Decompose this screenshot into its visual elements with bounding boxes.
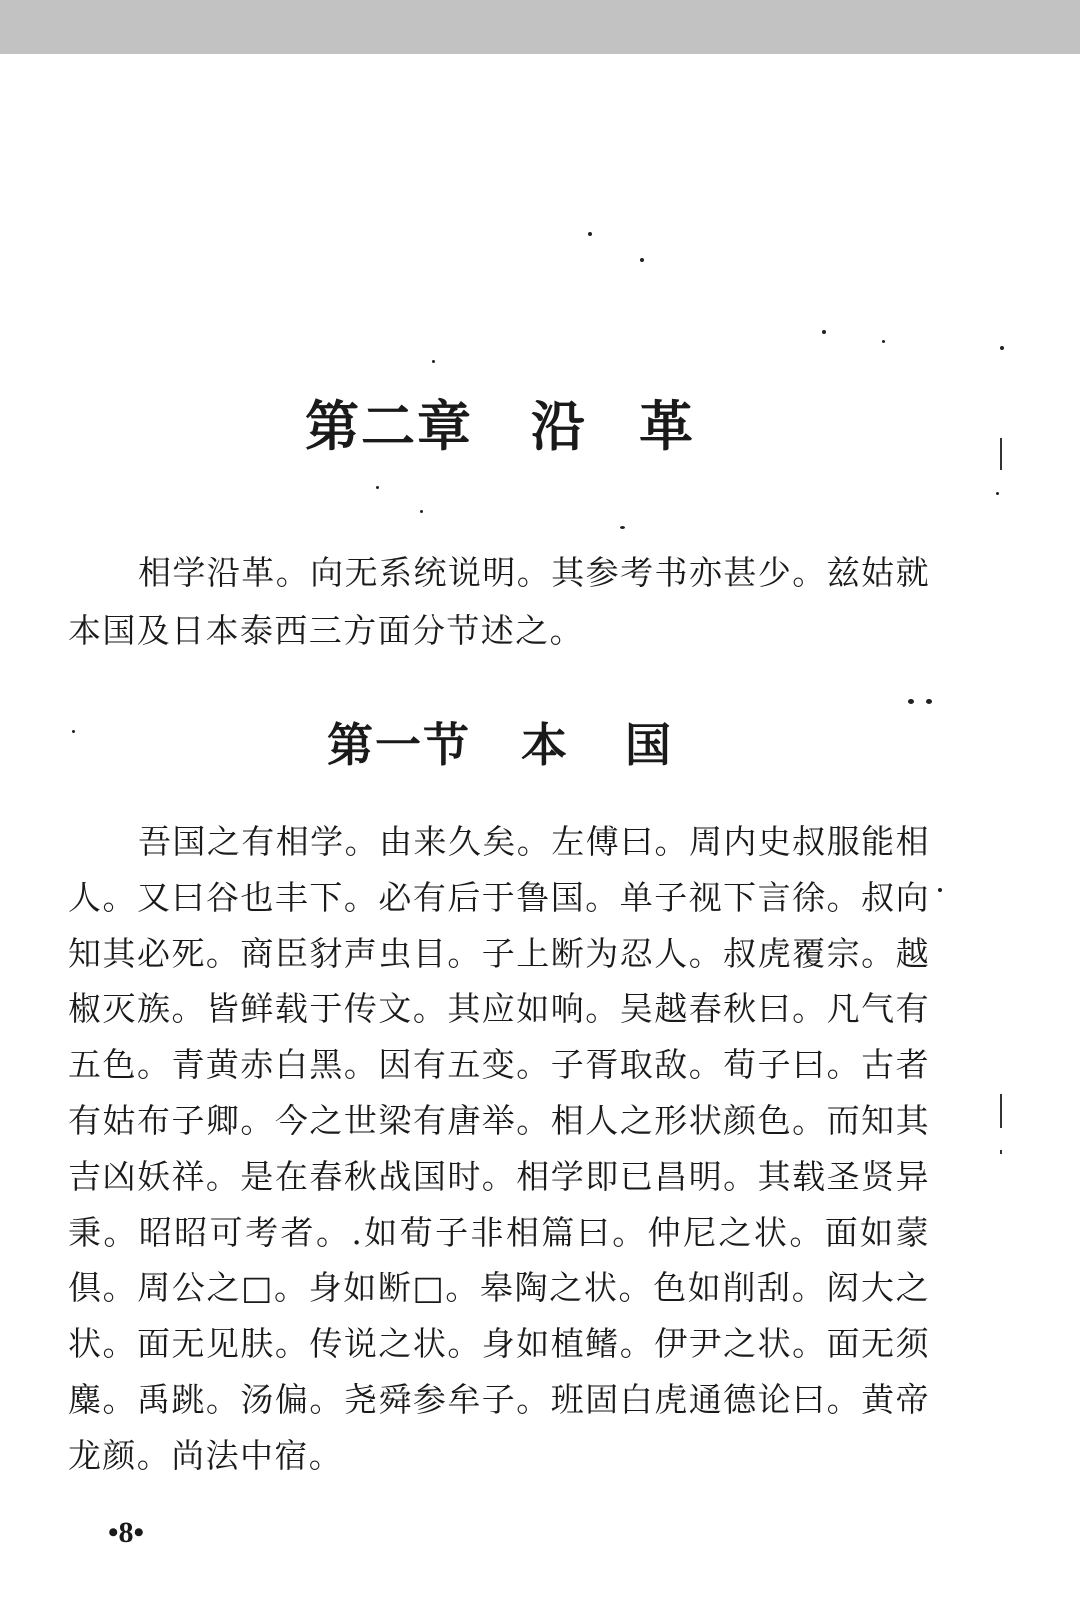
section-title-main: 第一节 [327, 718, 471, 772]
scan-mark [1000, 1150, 1002, 1154]
scan-speck [620, 526, 625, 529]
section-title-word-2: 国 [625, 718, 673, 772]
chapter-title-word-1: 沿 [531, 395, 587, 458]
scan-mark [1000, 438, 1002, 470]
chapter-title-word-2: 革 [639, 395, 695, 458]
scan-speck [420, 510, 423, 513]
body-paragraph: 吾国之有相学。由来久矣。左傅曰。周内史叔服能相人。又曰谷也丰下。必有后于鲁国。单子视下言徐。叔向知其必死。商臣豺声虫目。子上断为忍人。叔虎覆宗。越椒灭族。皆鲜载于传文。其应如响。吴越春秋曰。凡气有五色。青黄赤白黑。因有五变。子胥取敌。荀子曰。古者有姑布子卿。今之世梁有唐举。相人之形状颜色。而知其吉凶妖祥。是在春秋战国时。相学即已昌明。其载圣贤异秉。昭昭可考者。.如荀子非相篇曰。仲尼之状。面如蒙倶。周公之□。身如断□。皋陶之状。色如削刮。闳大之状。面无见肤。传说之状。身如植鳍。伊尹之状。面无须麋。禹跳。汤偏。尧舜参牟子。班固白虎通德论曰。黄帝龙颜。尚法中宿。 [68, 822, 930, 1475]
section-title [0, 709, 1000, 775]
scan-speck [882, 340, 885, 343]
page-number: •8• [108, 1516, 145, 1549]
intro-paragraph: 相学沿革。向无系统说明。其参考书亦甚少。兹姑就本国及日本泰西三方面分节述之。 [68, 553, 930, 650]
scan-speck [996, 492, 999, 495]
scan-speck [432, 360, 435, 363]
scan-speck [72, 730, 75, 733]
scan-speck [588, 232, 592, 236]
scan-mark [1000, 1094, 1002, 1128]
top-gray-bar [0, 0, 1080, 54]
scan-speck [376, 486, 379, 489]
scan-speck [938, 888, 942, 892]
scan-speck [908, 699, 914, 704]
scan-speck [926, 699, 932, 704]
section-title-word-1: 本 [521, 718, 569, 772]
chapter-title-main: 第二章 [305, 395, 473, 458]
scan-speck [640, 258, 644, 262]
scan-speck [1000, 346, 1004, 350]
scan-speck [822, 330, 826, 334]
book-page [0, 54, 1080, 1608]
chapter-title [0, 384, 1000, 461]
